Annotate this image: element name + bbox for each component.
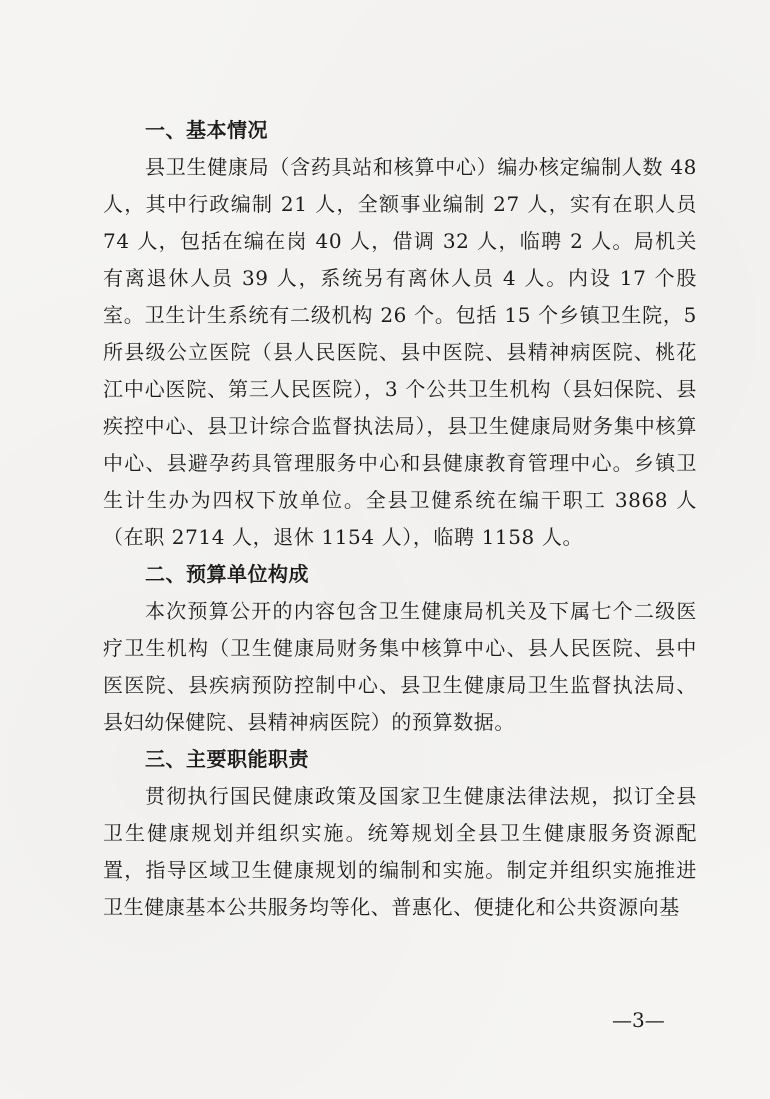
page-number: —3— (612, 1008, 665, 1032)
section-paragraph-main-duties: 贯彻执行国民健康政策及国家卫生健康法律法规，拟订全县卫生健康规划并组织实施。统筹规划全县卫生健康服务资源配置，指导区域卫生健康规划的编制和实施。制定并组织实施推进卫生健康基本公共服务均等化、普惠化、便捷化和公共资源向基 (103, 784, 697, 919)
section-paragraph-budget-units: 本次预算公开的内容包含卫生健康局机关及下属七个二级医疗卫生机构（卫生健康局财务集中核算中心、县人民医院、县中医医院、县疾病预防控制中心、县卫生健康局卫生监督执法局、县妇幼保健院、县精神病医院）的预算数据。 (103, 599, 697, 734)
document-body (103, 112, 697, 926)
section-heading-main-duties: 三、主要职能职责 (145, 747, 309, 771)
section-paragraph-basic-info: 县卫生健康局（含药具站和核算中心）编办核定编制人数 48 人，其中行政编制 21 人，全额事业编制 27 人，实有在职人员 74 人，包括在编在岗 40 人，借调 32 人，临聘 2 人。局机关有离退休人员 39 人，系统另有离休人员 4 人。内设 17 个股室。卫生计生系统有二级机构 26 个。包括 15 个乡镇卫生院，5 所县级公立医院（县人民医院、县中医院、县精神病医院、桃花江中心医院、第三人民医院），3 个公共卫生机构（县妇保院、县疾控中心、县卫计综合监督执法局），县卫生健康局财务集中核算中心、县避孕药具管理服务中心和县健康教育管理中心。乡镇卫生计生办为四权下放单位。全县卫健系统在编干职工 3868 人（在职 2714 人，退休 1154 人），临聘 1158 人。 (103, 155, 697, 549)
section-heading-budget-units: 二、预算单位构成 (145, 562, 309, 586)
section-heading-basic-info: 一、基本情况 (145, 118, 268, 142)
